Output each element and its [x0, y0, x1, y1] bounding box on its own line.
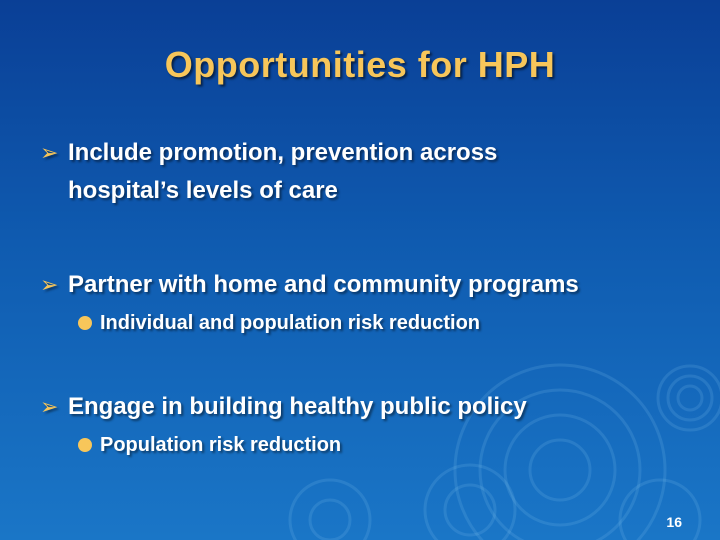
- filled-circle-bullet-icon: [78, 438, 92, 452]
- bullet-text-line: Partner with home and community programs: [68, 271, 579, 298]
- bullet-item: [40, 266, 700, 304]
- bullet-text-line: hospital’s levels of care: [68, 177, 338, 204]
- page-number: 16: [666, 514, 682, 530]
- bullet-text-line: Include promotion, prevention across: [68, 139, 498, 166]
- slide-title: Opportunities for HPH: [164, 44, 556, 85]
- arrowhead-bullet-icon: ➢: [40, 272, 59, 297]
- sub-bullet-item: [40, 430, 700, 460]
- sub-bullet-item: [40, 308, 700, 338]
- arrowhead-bullet-icon: ➢: [40, 394, 59, 419]
- bullet-item: [40, 388, 700, 426]
- filled-circle-bullet-icon: [78, 316, 92, 330]
- bullet-text-line: Engage in building healthy public policy: [68, 393, 527, 420]
- sub-bullet-text: Population risk reduction: [100, 434, 342, 456]
- bullet-list: [40, 134, 700, 460]
- bullet-item: [40, 134, 700, 210]
- arrowhead-bullet-icon: ➢: [40, 140, 59, 165]
- sub-bullet-text: Individual and population risk reduction: [100, 312, 481, 334]
